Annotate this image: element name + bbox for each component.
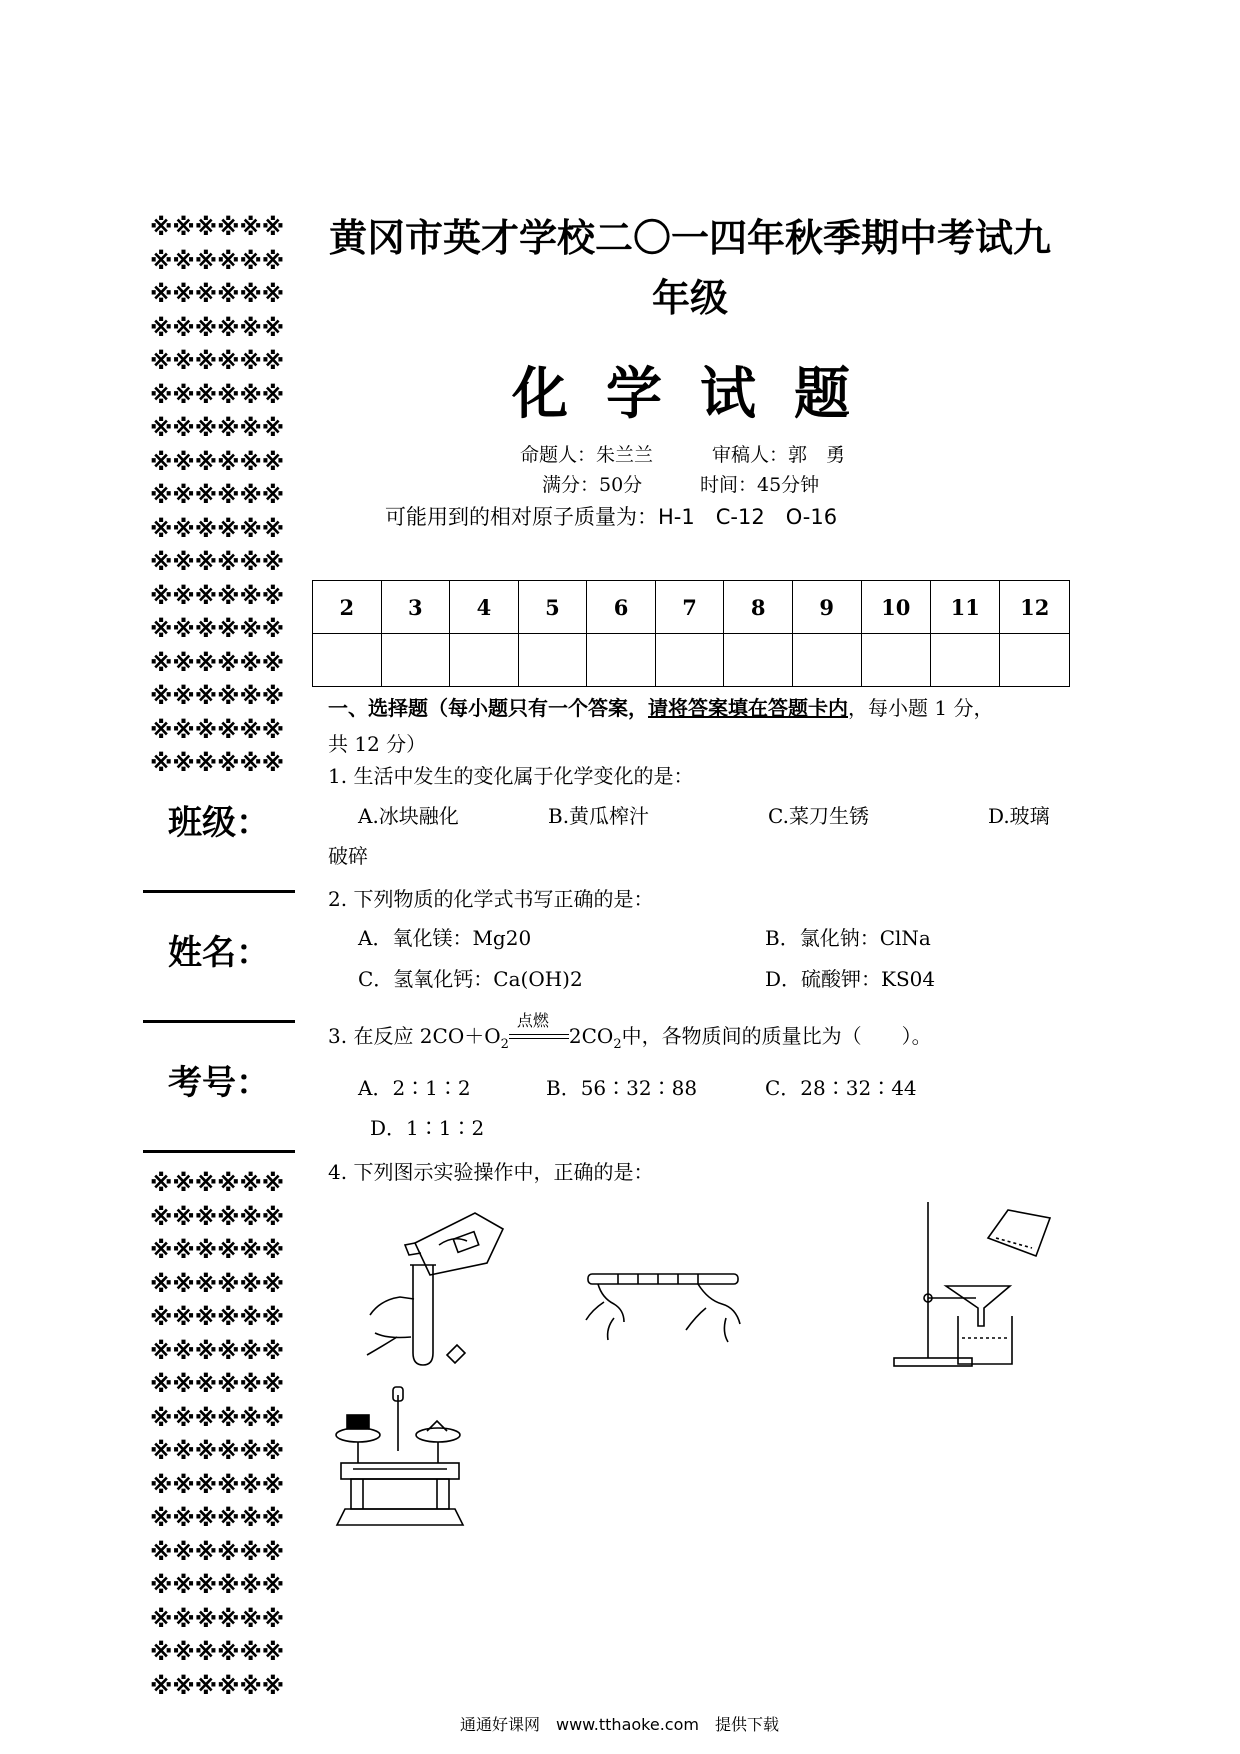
answer-blank-cell[interactable] xyxy=(655,634,724,687)
q3-product: 2CO xyxy=(568,1024,614,1048)
stars-row: ※※※※※※ xyxy=(150,550,285,576)
q1-option-d: D.玻璃 xyxy=(988,804,1050,828)
answer-table-header-row xyxy=(313,581,1070,634)
exam-title-line2: 年级 xyxy=(651,276,728,320)
stars-row: ※※※※※※ xyxy=(150,215,285,241)
stars-row: ※※※※※※ xyxy=(150,282,285,308)
stars-row: ※※※※※※ xyxy=(150,1238,285,1264)
q3-reactants: 3. 在反应 2CO＋O xyxy=(328,1024,501,1048)
answer-blank-cell[interactable] xyxy=(930,634,999,687)
answer-number-cell: 3 xyxy=(381,581,450,634)
section1-instruction-a: （每小题只有一个答案， xyxy=(428,696,648,720)
q2-option-a: A．氧化镁：Mg20 xyxy=(358,926,532,950)
stars-row: ※※※※※※ xyxy=(150,751,285,777)
iron-stand-icon xyxy=(894,1202,976,1366)
stars-row: ※※※※※※ xyxy=(150,1271,285,1298)
figure-pouring-liquid xyxy=(355,1205,515,1375)
q3-arrow xyxy=(509,1010,569,1048)
q2-option-b: B．氯化钠：ClNa xyxy=(765,926,931,950)
reviewer-text: 审稿人：郭 勇 xyxy=(712,444,846,466)
q3-o2-subscript: 2 xyxy=(500,1037,509,1052)
stars-row: ※※※※※※ xyxy=(150,1439,285,1465)
answer-number-cell: 7 xyxy=(655,581,724,634)
answer-number-cell: 12 xyxy=(1000,581,1070,634)
answer-number-cell: 4 xyxy=(450,581,519,634)
subject-title: 化学试题 xyxy=(512,362,888,427)
stars-row: ※※※※※※ xyxy=(150,416,285,442)
figure-filtration xyxy=(888,1198,1068,1373)
q3-condition: 点燃 xyxy=(516,1010,549,1030)
name-underline xyxy=(143,1020,295,1023)
section1-heading xyxy=(328,690,1068,762)
q3-option-d: D．1∶1∶2 xyxy=(370,1116,485,1140)
answer-blank-cell[interactable] xyxy=(381,634,450,687)
stars-row: ※※※※※※ xyxy=(150,1673,285,1700)
stars-row: ※※※※※※ xyxy=(150,315,285,342)
stars-row: ※※※※※※ xyxy=(150,1305,285,1331)
stars-row: ※※※※※※ xyxy=(150,583,285,610)
stars-row: ※※※※※※ xyxy=(150,248,285,275)
balance-scale-icon xyxy=(336,1387,463,1525)
side-stars-top xyxy=(150,212,284,782)
q3-option-b: B．56∶32∶88 xyxy=(546,1076,698,1100)
q1-stem: 1. 生活中发生的变化属于化学变化的是： xyxy=(328,764,694,788)
q3-option-a: A．2∶1∶2 xyxy=(358,1076,471,1100)
exam-number-underline xyxy=(143,1150,295,1153)
time-text: 时间：45分钟 xyxy=(700,474,820,496)
q3-equal-bars xyxy=(509,1034,569,1039)
q1-option-c: C.菜刀生锈 xyxy=(768,804,869,828)
q3-stem-end: 中，各物质间的质量比为（ ）。 xyxy=(621,1024,932,1048)
side-stars-bottom xyxy=(150,1168,284,1704)
section1-instruction-c: ，每小题 1 分， xyxy=(848,696,994,720)
footer-source: 通通好课网 www.tthaoke.com 提供下载 xyxy=(460,1715,779,1734)
q2-stem: 2. 下列物质的化学式书写正确的是： xyxy=(328,887,654,911)
answer-number-cell: 6 xyxy=(587,581,656,634)
pouring-beaker-icon xyxy=(988,1210,1050,1256)
class-label: 班级： xyxy=(168,803,270,843)
test-tube-icon xyxy=(410,1265,436,1365)
stars-row: ※※※※※※ xyxy=(150,1506,285,1532)
setter-text: 命题人：朱兰兰 xyxy=(520,444,654,466)
full-score-text: 满分：50分 xyxy=(542,474,643,496)
stars-row: ※※※※※※ xyxy=(150,1405,285,1432)
q2-option-d: D．硫酸钾：KS04 xyxy=(765,967,936,991)
q1-option-b: B.黄瓜榨汁 xyxy=(548,804,650,828)
stars-row: ※※※※※※ xyxy=(150,650,285,677)
stars-row: ※※※※※※ xyxy=(150,1372,285,1398)
beaker-icon xyxy=(958,1316,1012,1364)
section1-instruction-d: 共 12 分） xyxy=(328,732,427,756)
stars-row: ※※※※※※ xyxy=(150,1539,285,1566)
bottle-stopper-icon xyxy=(447,1345,465,1363)
answer-number-cell: 9 xyxy=(792,581,861,634)
stars-row: ※※※※※※ xyxy=(150,1204,285,1231)
stars-row: ※※※※※※ xyxy=(150,1472,285,1499)
stars-row: ※※※※※※ xyxy=(150,1606,285,1633)
name-label: 姓名： xyxy=(168,933,270,973)
answer-blank-cell[interactable] xyxy=(450,634,519,687)
funnel-icon xyxy=(946,1286,1010,1326)
figure-reading-instrument xyxy=(578,1260,758,1350)
section1-instruction-b: 请将答案填在答题卡内 xyxy=(648,696,848,720)
answer-number-cell: 8 xyxy=(724,581,793,634)
q2-option-c: C．氢氧化钙：Ca(OH)2 xyxy=(358,967,583,991)
answer-table-blank-row xyxy=(313,634,1070,687)
left-hand-icon xyxy=(586,1284,624,1340)
q1-option-d-continued: 破碎 xyxy=(328,844,368,868)
answer-blank-cell[interactable] xyxy=(861,634,930,687)
stars-row: ※※※※※※ xyxy=(150,349,285,375)
answer-blank-cell[interactable] xyxy=(518,634,587,687)
stars-row: ※※※※※※ xyxy=(150,1338,285,1365)
stars-row: ※※※※※※ xyxy=(150,1640,285,1666)
hand-icon xyxy=(367,1297,414,1355)
answer-table xyxy=(312,580,1070,687)
atomic-mass-text: 可能用到的相对原子质量为：H-1 C-12 O-16 xyxy=(385,505,838,529)
stars-row: ※※※※※※ xyxy=(150,1573,285,1599)
stars-row: ※※※※※※ xyxy=(150,382,285,409)
stars-row: ※※※※※※ xyxy=(150,617,285,643)
answer-blank-cell[interactable] xyxy=(724,634,793,687)
exam-title-line1: 黄冈市英才学校二〇一四年秋季期中考试九 xyxy=(328,216,1051,260)
answer-number-cell: 2 xyxy=(313,581,382,634)
figure-balance-scale xyxy=(333,1385,483,1535)
q3-option-c: C．28∶32∶44 xyxy=(765,1076,917,1100)
stars-row: ※※※※※※ xyxy=(150,449,285,476)
exam-number-label: 考号： xyxy=(168,1063,270,1103)
answer-blank-cell[interactable] xyxy=(792,634,861,687)
answer-number-cell: 10 xyxy=(861,581,930,634)
stars-row: ※※※※※※ xyxy=(150,684,285,710)
q3-stem xyxy=(328,1010,932,1052)
class-underline xyxy=(143,890,295,893)
stars-row: ※※※※※※ xyxy=(150,1171,285,1197)
answer-number-cell: 5 xyxy=(518,581,587,634)
q4-stem: 4. 下列图示实验操作中，正确的是： xyxy=(328,1160,654,1184)
answer-number-cell: 11 xyxy=(930,581,999,634)
measuring-tube-icon xyxy=(588,1274,738,1284)
answer-blank-cell[interactable] xyxy=(1000,634,1070,687)
stars-row: ※※※※※※ xyxy=(150,516,285,543)
q1-option-a: A.冰块融化 xyxy=(358,804,459,828)
q3-co2-subscript: 2 xyxy=(613,1037,622,1052)
answer-blank-cell[interactable] xyxy=(313,634,382,687)
answer-blank-cell[interactable] xyxy=(587,634,656,687)
right-hand-icon xyxy=(686,1284,740,1342)
stars-row: ※※※※※※ xyxy=(150,717,285,744)
stars-row: ※※※※※※ xyxy=(150,483,285,509)
section1-title: 一、选择题 xyxy=(328,696,428,720)
